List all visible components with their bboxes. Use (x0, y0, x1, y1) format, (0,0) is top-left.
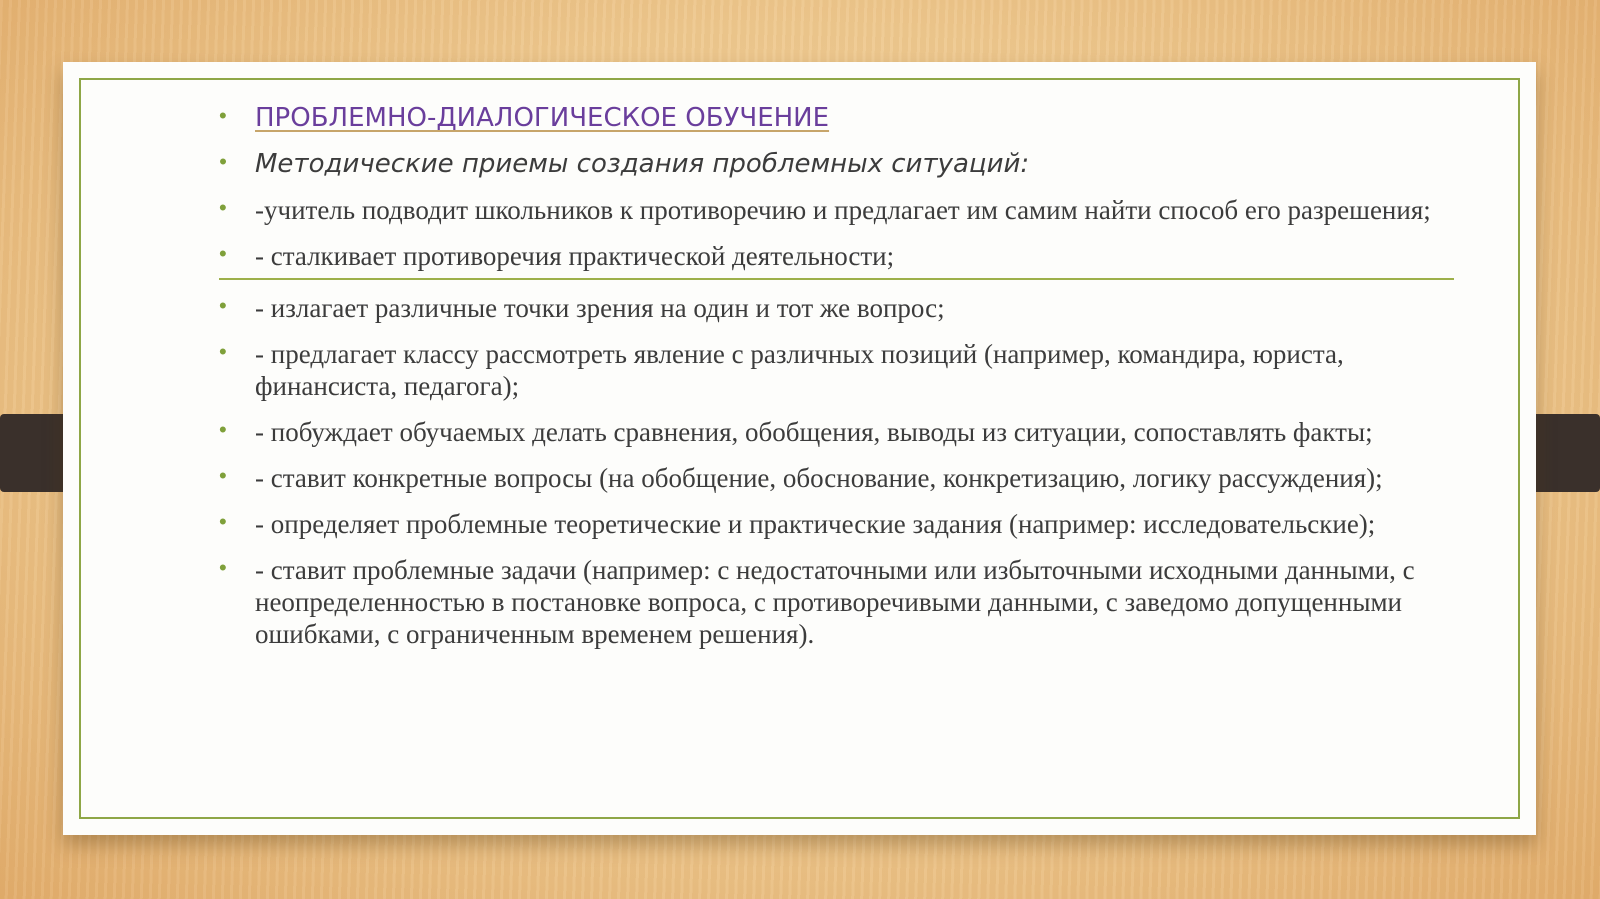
list-item (219, 554, 1459, 650)
bullet-icon: • (219, 293, 227, 318)
list-item (219, 508, 1459, 540)
list-item-text: - определяет проблемные теоретические и практические задания (например: исследовательские); (255, 509, 1376, 539)
slide-subtitle: Методические приемы создания проблемных ситуаций: (255, 149, 1030, 179)
list-item (219, 462, 1459, 494)
list-item-text: - предлагает классу рассмотреть явление с различных позиций (например, командира, юриста, финансиста, педагога); (255, 339, 1344, 401)
list-item (219, 194, 1459, 226)
bullet-icon: • (219, 339, 227, 364)
divider-line (219, 278, 1454, 280)
bullet-icon: • (219, 555, 227, 580)
list-item-text: - ставит проблемные задачи (например: с недостаточными или избыточными исходными данными, с неопределенностью в постановке вопроса, с противоречивыми данными, с заведомо допущенными ошибками, с ограниченным временем решения). (255, 555, 1415, 649)
bullet-icon: • (219, 463, 227, 488)
subtitle-item (219, 148, 1459, 180)
bullet-icon: • (219, 149, 227, 174)
list-item-text: - ставит конкретные вопросы (на обобщение, обоснование, конкретизацию, логику рассуждения); (255, 463, 1383, 493)
bullet-icon: • (219, 509, 227, 534)
list-item-text: - сталкивает противоречия практической деятельности; (255, 241, 895, 271)
bullet-icon: • (219, 103, 227, 128)
title-item (219, 102, 1459, 134)
bullet-icon: • (219, 195, 227, 220)
list-item-text: - излагает различные точки зрения на один и тот же вопрос; (255, 293, 945, 323)
bullet-icon: • (219, 417, 227, 442)
list-item-text: -учитель подводит школьников к противоречию и предлагает им самим найти способ его разрешения; (255, 195, 1431, 225)
bullet-icon: • (219, 241, 227, 266)
slide-title[interactable]: ПРОБЛЕМНО-ДИАЛОГИЧЕСКОЕ ОБУЧЕНИЕ (255, 103, 830, 133)
slide-content (219, 102, 1459, 664)
list-item (219, 416, 1459, 448)
list-item (219, 240, 1459, 272)
list-item (219, 292, 1459, 324)
list-item (219, 338, 1459, 402)
slide-card (63, 62, 1536, 835)
list-item-text: - побуждает обучаемых делать сравнения, обобщения, выводы из ситуации, сопоставлять факты; (255, 417, 1373, 447)
